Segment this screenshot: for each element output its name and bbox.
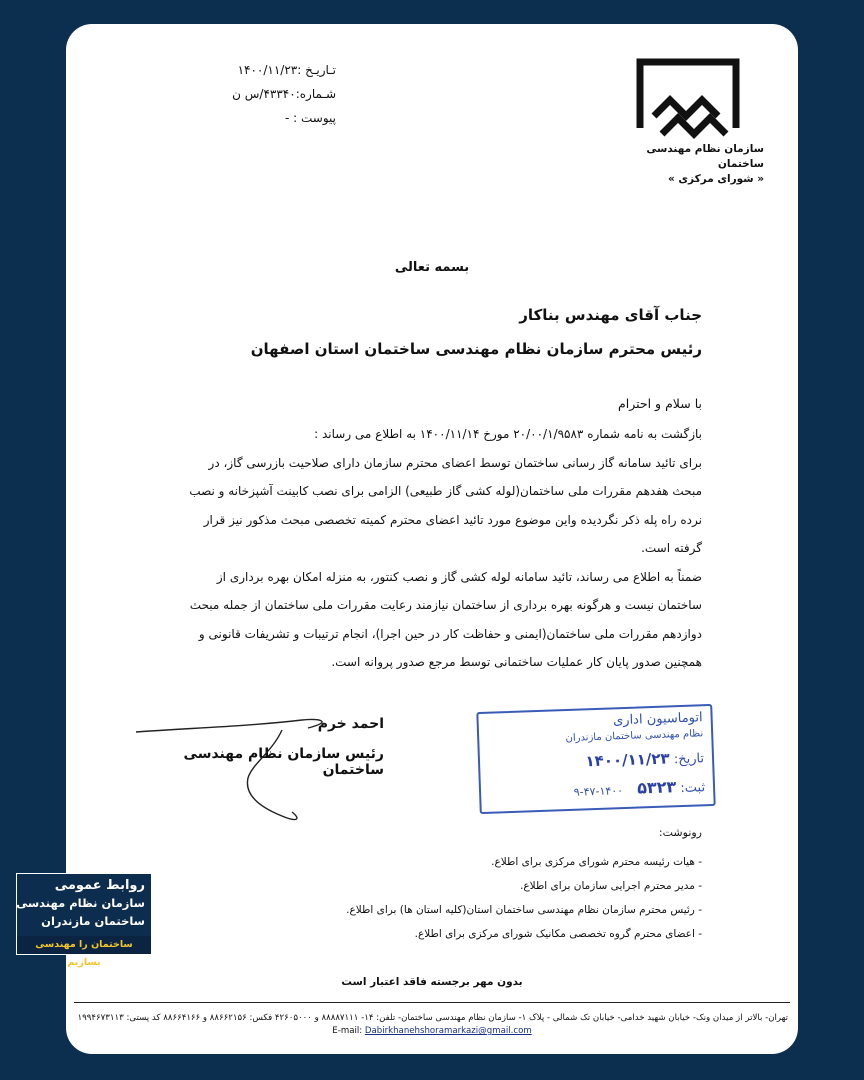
footer-email-label: E-mail: [332,1026,363,1036]
brand-badge [16,873,152,968]
letter-meta [96,58,336,130]
brand-tagline: ساختمان را مهندسی بسازیم [17,936,151,954]
registration-stamp [476,704,715,814]
stamp-number-label: ثبت: [680,780,706,797]
body-line: گرفته است. [641,541,702,555]
cc-list [342,850,702,946]
body-line: بازگشت به نامه شماره ۲۰/۰۰/۱/۹۵۸۳ مورخ ۱۴۰۰/۱۱/۱۴ به اطلاع می رساند : [314,427,702,441]
brand-line-3: ساختمان مازندران [41,914,145,928]
org-council: « شورای مرکزی » [667,173,764,185]
footer-address: تهران- بالاتر از میدان ونک- خیابان شهید خدامی- خیابان تک شمالی - پلاک ۱- سازمان نظام مهندسی ساختمان- تلفن: ۱۴- ۸۸۸۸۷۱۱۱ و ۴۲۶۰۵۰۰۰ فکس: ۸۸۶۶۲۱۵۶ و ۸۸۶۶۴۱۶۶ کد پستی: ۱۹۹۴۶۷۳۱۱۳ [77,1013,788,1023]
stamp-validity-note: بدون مهر برجسته فاقد اعتبار است [341,976,523,988]
cc-item: - اعضای محترم گروه تخصصی مکانیک شورای مرکزی برای اطلاع. [414,928,702,940]
letter-attachment: پیوست : - [285,111,336,125]
org-name: سازمان نظام مهندسی ساختمان [646,143,764,170]
body-line: مبحث هفدهم مقررات ملی ساختمان(لوله کشی گاز طبیعی) الزامی برای نصب کابینت آشپزخانه و نصب [189,484,702,498]
letter-footer [76,1012,788,1038]
letter-number: شـماره:۴۳۳۴۰/س ن [232,87,336,101]
signatory-name: احمد خرم [317,716,384,732]
cc-item: - مدیر محترم اجرایی سازمان برای اطلاع. [520,880,702,892]
signature-scribble-icon [132,712,352,832]
signatory-title: رئیس سازمان نظام مهندسی ساختمان [183,746,384,778]
stamp-date [585,748,704,770]
stamp-code: ۱۴۰۰-۴۷-۹ [573,784,624,799]
letter-heading: بسمه تعالی [394,260,470,275]
brand-line-1: روابط عمومی [54,878,145,893]
cc-item: - هیات رئیسه محترم شورای مرکزی برای اطلاع. [491,856,702,868]
brand-line-2: سازمان نظام مهندسی [16,896,145,910]
footer-divider [74,1002,790,1003]
stamp-org: نظام مهندسی ساختمان مازندران [565,728,704,745]
greeting: با سلام و احترام [618,396,702,411]
cc-title: رونوشت: [658,826,702,839]
stamp-date-label: تاریخ: [673,751,705,768]
addressee-name: جناب آقای مهندس بناکار [519,306,702,324]
org-caption [614,142,764,187]
body-line: دوازدهم مقررات ملی ساختمان(ایمنی و حفاظت کار در حین اجرا)، انجام ترتیبات و تشریفات قانونی و [198,626,702,641]
body-line: ساختمان نیست و هرگونه بهره برداری از ساختمان نیازمند رعایت مقررات ملی ساختمان از جمله مبحث [189,598,702,612]
body-line: ضمناً به اطلاع می رساند، تائید سامانه لوله کشی گاز و نصب کنتور، به منزله امکان بهره برداری از [216,569,702,584]
stamp-title: اتوماسیون اداری [612,710,703,729]
stamp-number [573,776,705,800]
stamp-number-value: ۵۳۲۳ [636,777,677,798]
letter-date: تـاریـخ :۱۴۰۰/۱۱/۲۳ [237,63,336,77]
body-line: نرده راه پله ذکر نگردیده واین موضوع مورد تائید اعضای محترم کمیته تخصصی مبحث مذکور نیز قرار [203,512,702,527]
cc-item: - رئیس محترم سازمان نظام مهندسی ساختمان استان(کلیه استان ها) برای اطلاع. [346,904,702,916]
body-line: برای تائید سامانه گاز رسانی ساختمان توسط اعضای محترم سازمان دارای صلاحیت بازرسی گاز، در [208,455,702,470]
addressee-title: رئیس محترم سازمان نظام مهندسی ساختمان استان اصفهان [250,340,702,358]
letter-page [66,24,798,1054]
stamp-date-value: ۱۴۰۰/۱۱/۲۳ [585,749,670,771]
footer-email-link[interactable]: Dabirkhanehshoramarkazi@gmail.com [364,1026,532,1036]
body-line: همچنین صدور پایان کار عملیات ساختمانی توسط مرجع صدور پروانه است. [331,655,702,669]
footer-email-line [76,1025,788,1038]
letter-body [84,420,702,677]
